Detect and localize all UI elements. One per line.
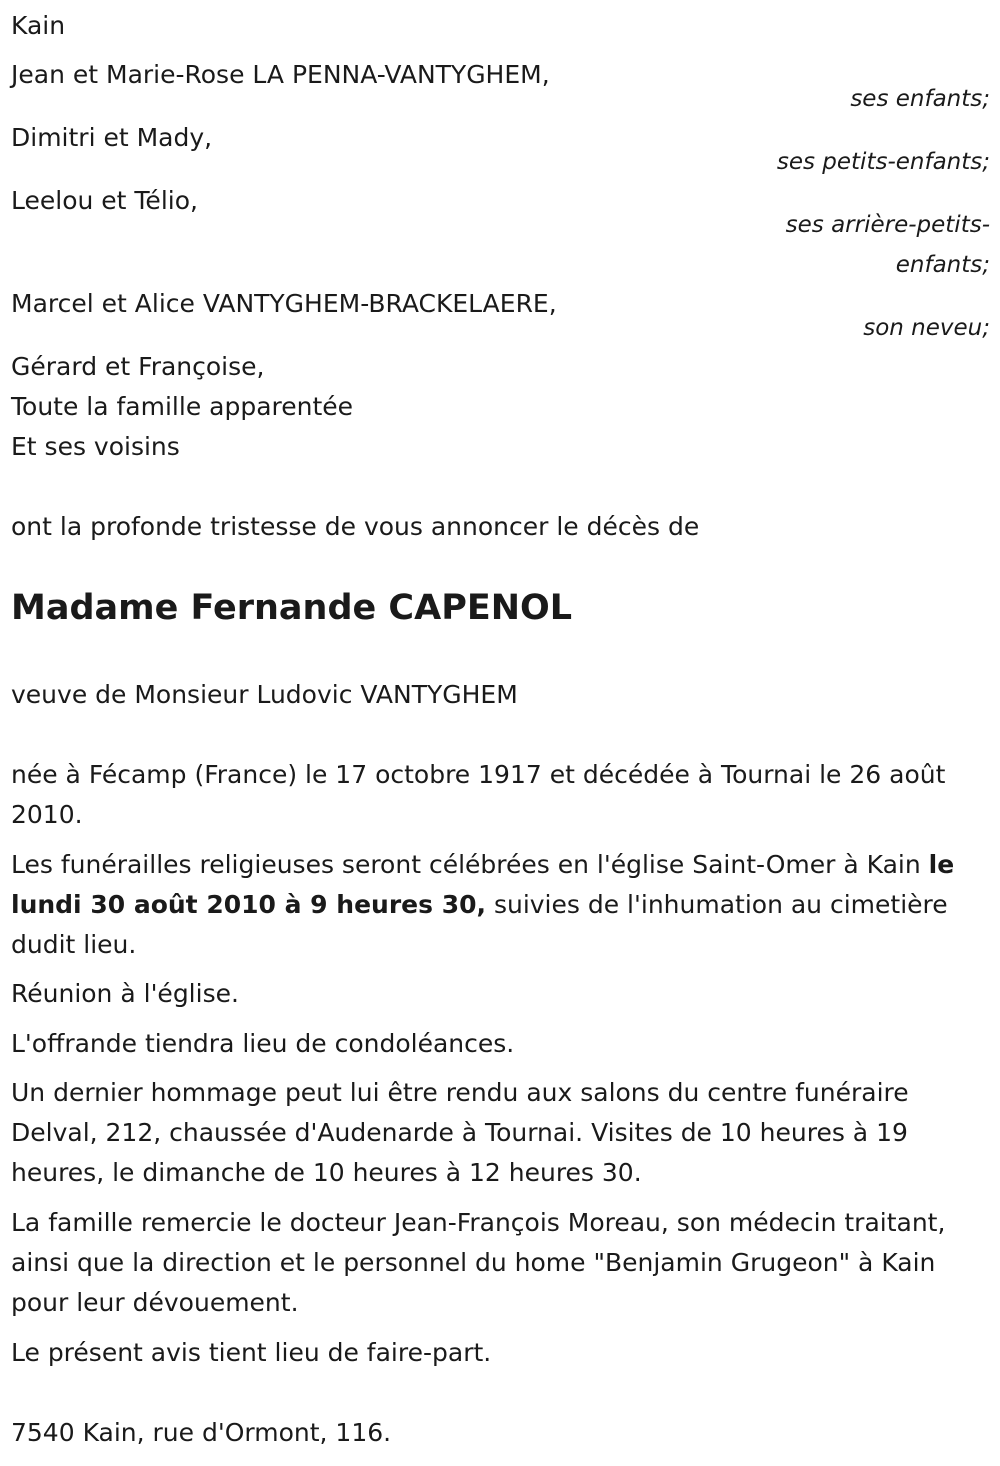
funeral-intro: Les funérailles religieuses seront célébrées en l'église Saint-Omer à Kain — [11, 850, 929, 879]
family-names-grandchildren: Dimitri et Mady, — [11, 123, 213, 152]
family-names-other: Gérard et Françoise, — [11, 352, 265, 381]
funeral-rest: suivies de l'inhumation au cimetière dudit lieu. — [11, 890, 948, 959]
birth-death-paragraph: née à Fécamp (France) le 17 octobre 1917 et décédée à Tournai le 26 août 2010. — [11, 760, 946, 829]
other-relatives: Toute la famille apparentée — [11, 392, 354, 421]
thanks-paragraph: La famille remercie le docteur Jean-François Moreau, son médecin traitant, ainsi que la direction et le personnel du home "Benjamin Grugeon" à Kain pour leur dévouement. — [11, 1208, 946, 1317]
family-names-great-grandchildren: Leelou et Télio, — [11, 186, 198, 215]
neighbors: Et ses voisins — [11, 432, 180, 461]
family-names-children: Jean et Marie-Rose LA PENNA-VANTYGHEM, — [11, 60, 550, 89]
location: Kain — [11, 11, 66, 40]
offering-text: L'offrande tiendra lieu de condoléances. — [11, 1029, 515, 1058]
funeral-date: le lundi 30 août 2010 à 9 heures 30, — [11, 850, 955, 919]
homage-paragraph: Un dernier hommage peut lui être rendu aux salons du centre funéraire Delval, 212, chaussée d'Audenarde à Tournai. Visites de 10 heures à 19 heures, le dimanche de 10 heures à 12 heures 30. — [11, 1078, 909, 1187]
family-role-great-grandchildren-line2: enfants; — [895, 252, 990, 278]
family-names-nephew: Marcel et Alice VANTYGHEM-BRACKELAERE, — [11, 289, 557, 318]
family-role-nephew: son neveu; — [863, 315, 990, 341]
family-role-great-grandchildren-line1: ses arrière-petits- — [785, 212, 990, 238]
reunion-text: Réunion à l'église. — [11, 979, 239, 1008]
widow-of: veuve de Monsieur Ludovic VANTYGHEM — [11, 680, 518, 709]
deceased-name: Madame Fernande CAPENOL — [11, 588, 573, 628]
address-text: 7540 Kain, rue d'Ormont, 116. — [11, 1418, 392, 1447]
announcement-text: ont la profonde tristesse de vous annoncer le décès de — [11, 512, 700, 541]
family-role-children: ses enfants; — [850, 86, 990, 112]
family-role-grandchildren: ses petits-enfants; — [776, 149, 990, 175]
notice-text: Le présent avis tient lieu de faire-part. — [11, 1338, 492, 1367]
funeral-paragraph — [11, 845, 991, 965]
